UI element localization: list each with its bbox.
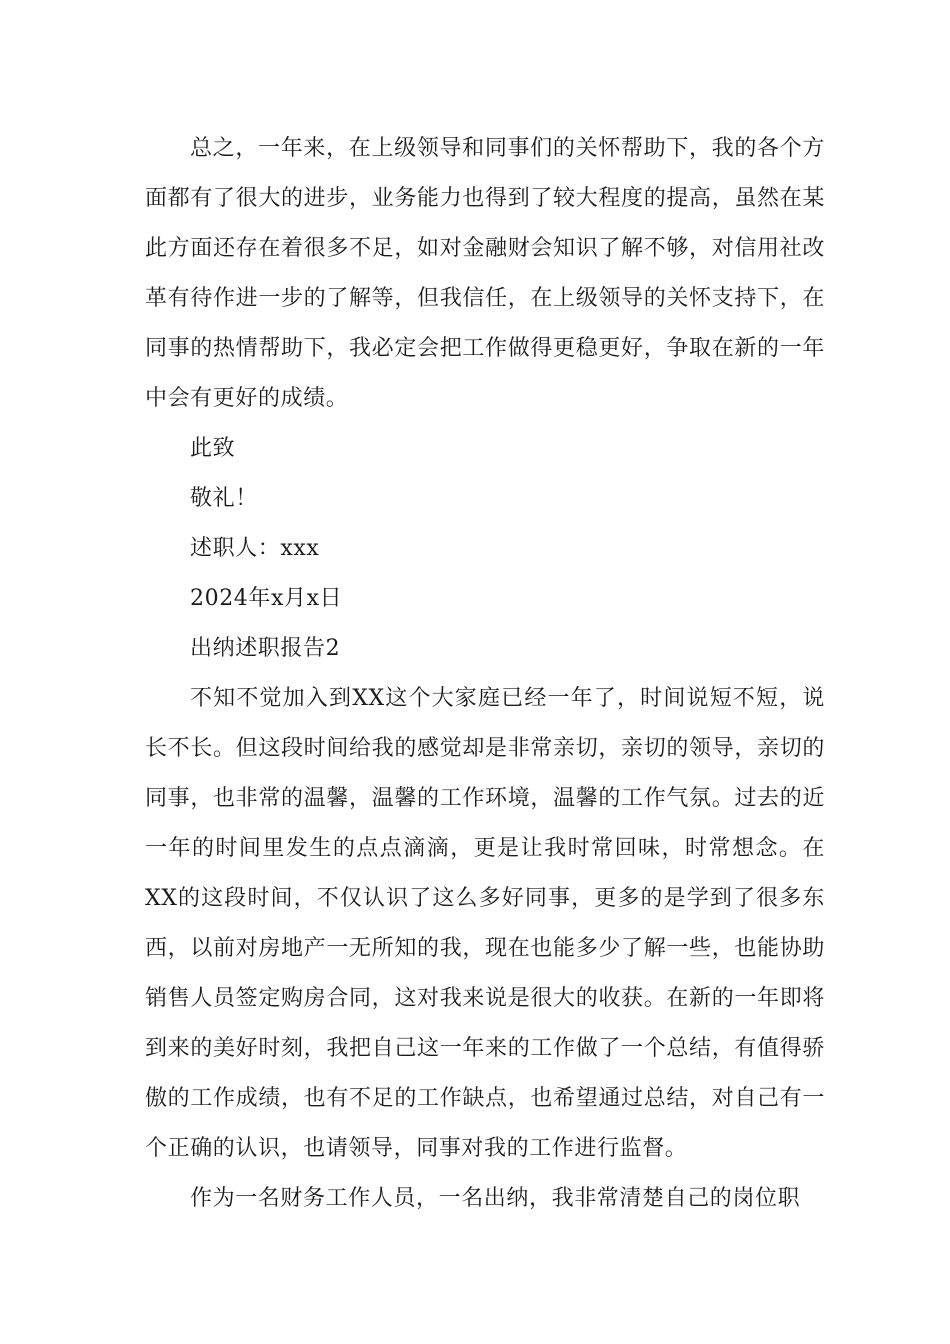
paragraph-summary: 总之，一年来，在上级领导和同事们的关怀帮助下，我的各个方面都有了很大的进步，业务能力也得到了较大程度的提高，虽然在某此方面还存在着很多不足，如对金融财会知识了解不够，对信用社改革有待作进一步的了解等，但我信任，在上级领导的关怀支持下，在同事的热情帮助下，我必定会把工作做得更稳更好，争取在新的一年中会有更好的成绩。 bbox=[145, 136, 825, 411]
document-body bbox=[145, 124, 825, 1224]
paragraph-intro: 不知不觉加入到XX这个大家庭已经一年了，时间说短不短，说长不长。但这段时间给我的感觉却是非常亲切，亲切的领导，亲切的同事，也非常的温馨，温馨的工作环境，温馨的工作气氛。过去的近一年的时间里发生的点点滴滴，更是让我时常回味，时常想念。在XX的这段时间，不仅认识了这么多好同事，更多的是学到了很多东西，以前对房地产一无所知的我，现在也能多少了解一些，也能协助销售人员签定购房合同，这对我来说是很大的收获。在新的一年即将到来的美好时刻，我把自己这一年来的工作做了一个总结，有值得骄傲的工作成绩，也有不足的工作缺点，也希望通过总结，对自己有一个正确的认识，也请领导，同事对我的工作进行监督。 bbox=[145, 686, 825, 1161]
date-line: 2024年x月x日 bbox=[190, 586, 343, 611]
signature-line: 述职人：xxx bbox=[190, 536, 320, 561]
paragraph-duties: 作为一名财务工作人员，一名出纳，我非常清楚自己的岗位职 bbox=[190, 1186, 801, 1211]
closing-regards: 敬礼！ bbox=[190, 486, 258, 511]
closing-salutation: 此致 bbox=[190, 436, 236, 461]
section-title: 出纳述职报告2 bbox=[190, 636, 341, 661]
